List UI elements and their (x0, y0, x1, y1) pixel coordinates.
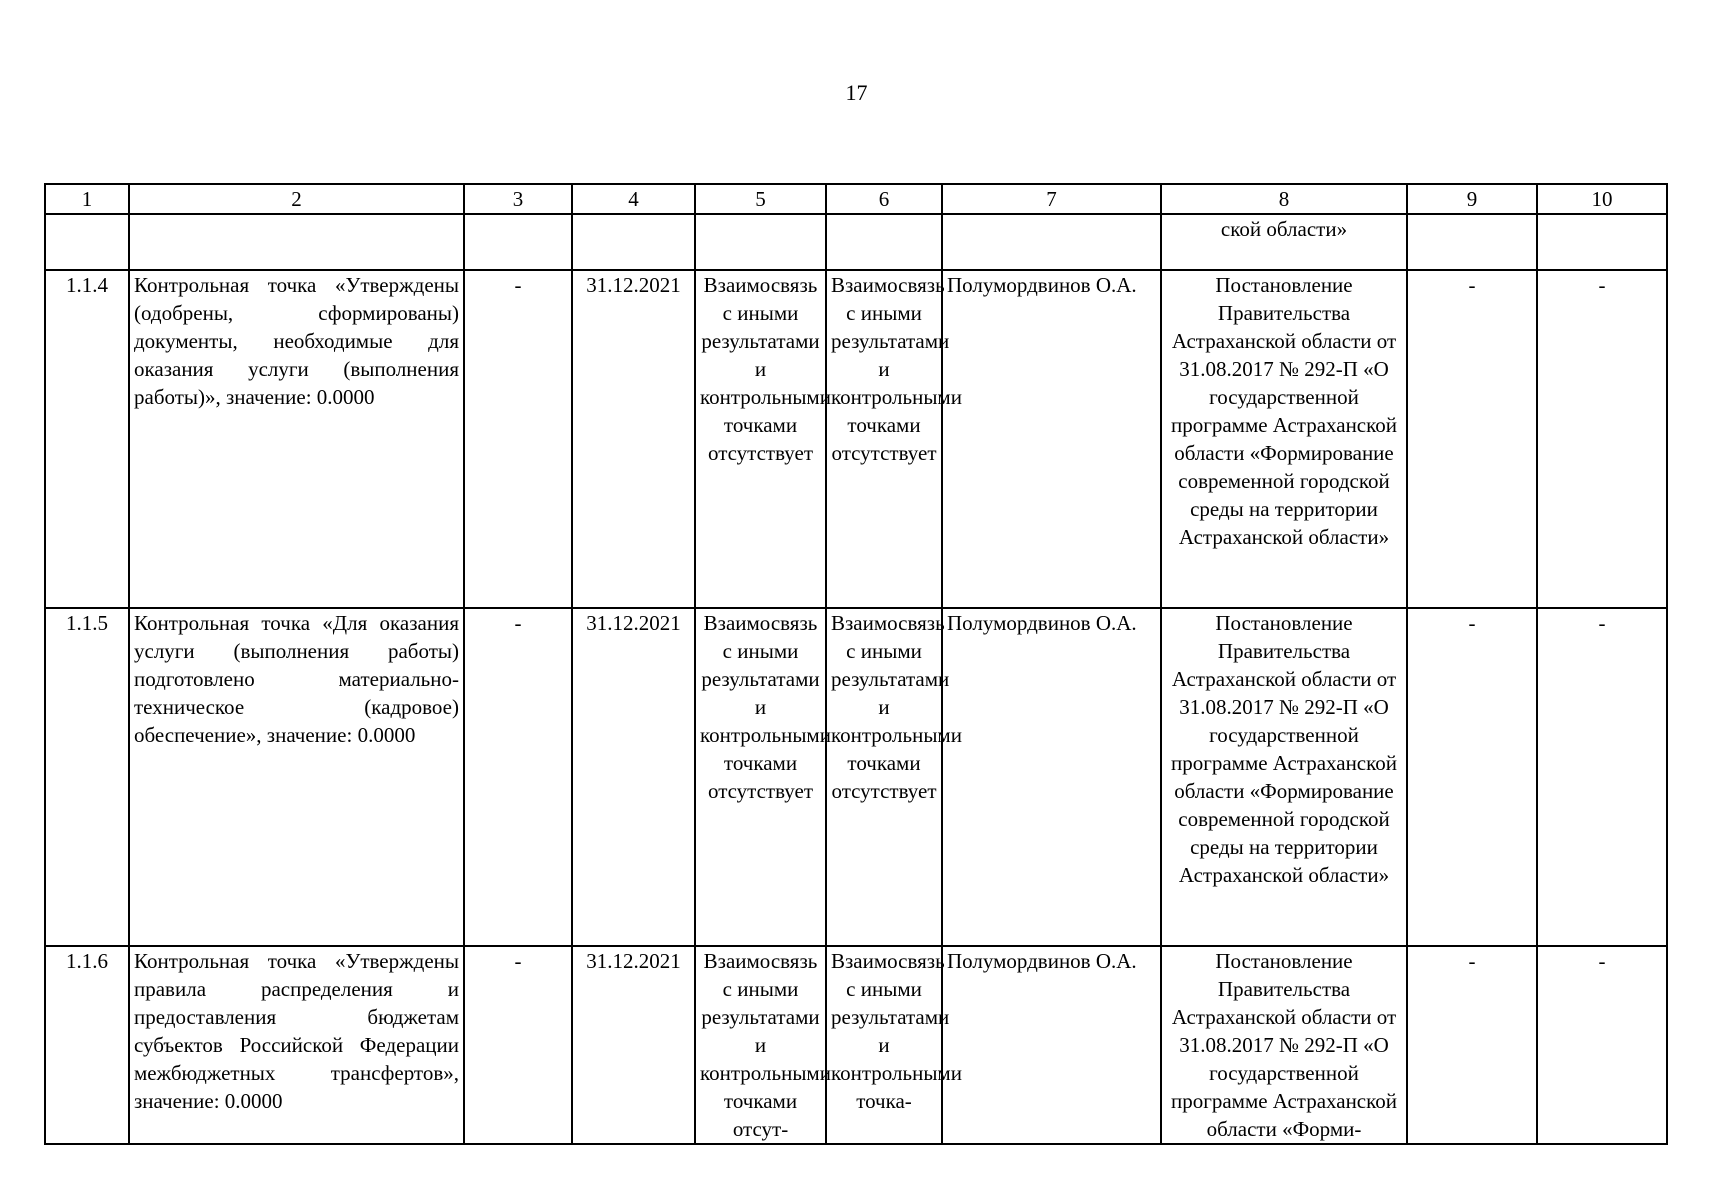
row-number: 1.1.5 (45, 608, 129, 946)
table-row (45, 270, 1667, 608)
relationship-text-2: Взаимосвязь с иными результатами и контрольными точками отсутствует (826, 608, 942, 946)
relationship-text: Взаимосвязь с иными результатами и контрольными точками отсутствует (695, 608, 826, 946)
column-header: 10 (1537, 184, 1667, 214)
col10-value: - (1537, 270, 1667, 608)
column-header: 1 (45, 184, 129, 214)
column-header: 6 (826, 184, 942, 214)
responsible-person: Полумордвинов О.А. (942, 608, 1161, 946)
relationship-text-2: Взаимосвязь с иными результатами и контрольными точками отсутствует (826, 270, 942, 608)
table-row (45, 608, 1667, 946)
due-date: 31.12.2021 (572, 270, 695, 608)
column-header: 8 (1161, 184, 1407, 214)
legal-basis: Постановление Правительства Астраханской области от 31.08.2017 № 292-П «О государственной программе Астраханской области «Формирование современной городской среды на территории Астраханской области» (1161, 608, 1407, 946)
column-header: 7 (942, 184, 1161, 214)
responsible-person: Полумордвинов О.А. (942, 946, 1161, 1144)
continuation-row (45, 214, 1667, 270)
due-date: 31.12.2021 (572, 946, 695, 1144)
col3-value: - (464, 946, 572, 1144)
page-number: 17 (845, 80, 868, 105)
col9-value: - (1407, 946, 1537, 1144)
col10-value: - (1537, 946, 1667, 1144)
control-point-description: Контрольная точка «Утверждены (одобрены, сформированы) документы, необходимые для оказания услуги (выполнения работы)», значение: 0.0000 (129, 270, 464, 608)
table-row (45, 946, 1667, 1144)
column-header: 9 (1407, 184, 1537, 214)
col9-value: - (1407, 270, 1537, 608)
col3-value: - (464, 608, 572, 946)
legal-basis: Постановление Правительства Астраханской области от 31.08.2017 № 292-П «О государственной программе Астраханской области «Форми- (1161, 946, 1407, 1144)
col9-value: - (1407, 608, 1537, 946)
control-point-description: Контрольная точка «Утверждены правила распределения и предоставления бюджетам субъектов Российской Федерации межбюджетных трансфертов», значение: 0.0000 (129, 946, 464, 1144)
legal-basis: Постановление Правительства Астраханской области от 31.08.2017 № 292-П «О государственной программе Астраханской области «Формирование современной городской среды на территории Астраханской области» (1161, 270, 1407, 608)
column-header: 5 (695, 184, 826, 214)
relationship-text: Взаимосвязь с иными результатами и контрольными точками отсут- (695, 946, 826, 1144)
control-points-table (44, 183, 1668, 1145)
continuation-text: ской области» (1161, 214, 1407, 270)
responsible-person: Полумордвинов О.А. (942, 270, 1161, 608)
column-header: 3 (464, 184, 572, 214)
column-header: 4 (572, 184, 695, 214)
control-point-description: Контрольная точка «Для оказания услуги (выполнения работы) подготовлено материально-техническое (кадровое) обеспечение», значение: 0.0000 (129, 608, 464, 946)
column-number-row (45, 184, 1667, 214)
due-date: 31.12.2021 (572, 608, 695, 946)
row-number: 1.1.4 (45, 270, 129, 608)
col10-value: - (1537, 608, 1667, 946)
column-header: 2 (129, 184, 464, 214)
relationship-text: Взаимосвязь с иными результатами и контрольными точками отсутствует (695, 270, 826, 608)
col3-value: - (464, 270, 572, 608)
relationship-text-2: Взаимосвязь с иными результатами и контрольными точка- (826, 946, 942, 1144)
row-number: 1.1.6 (45, 946, 129, 1144)
